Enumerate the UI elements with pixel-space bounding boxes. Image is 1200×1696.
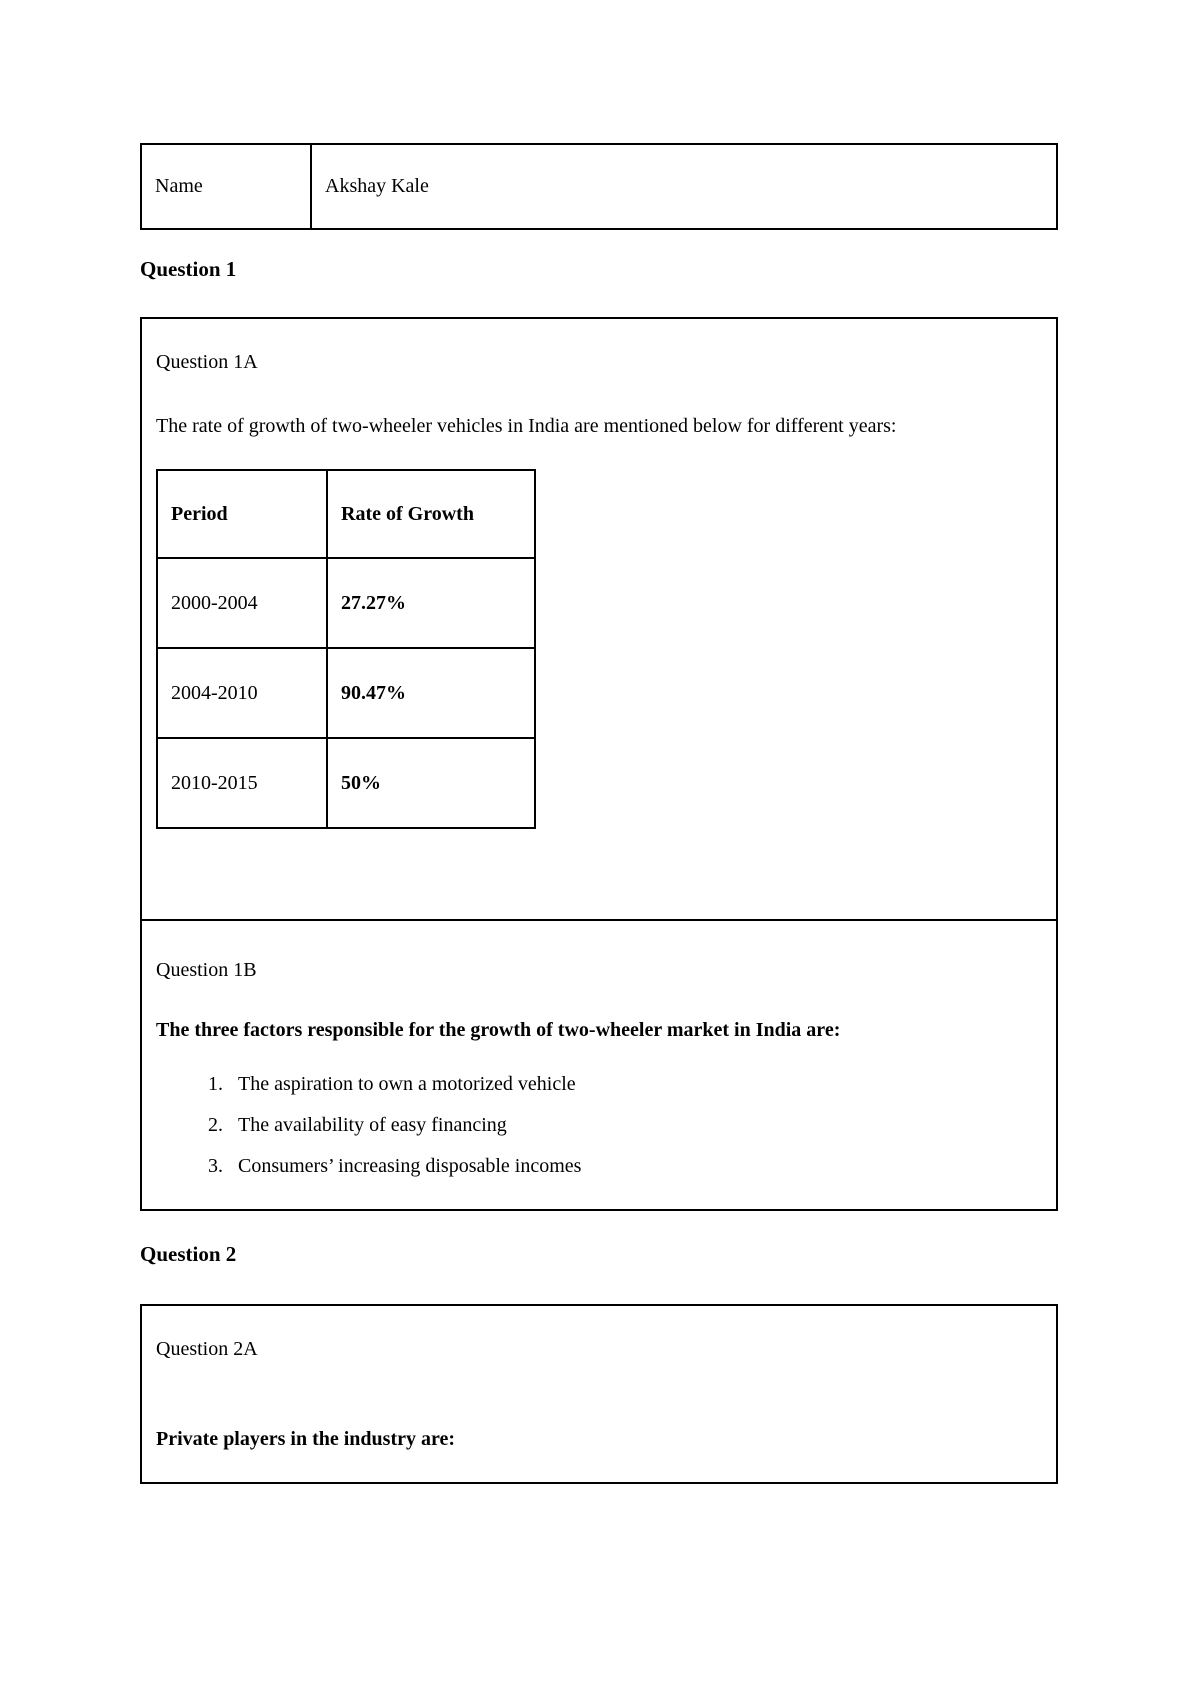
- name-value: Akshay Kale: [311, 144, 1057, 229]
- question-2a-statement: Private players in the industry are:: [156, 1428, 456, 1450]
- table-row: [157, 558, 535, 648]
- table-row: [157, 738, 535, 828]
- growth-table-header-period: Period: [157, 470, 327, 558]
- name-row: [141, 144, 1057, 229]
- table-row: [157, 648, 535, 738]
- document-page: [0, 143, 1200, 1696]
- rate-cell: 90.47%: [327, 648, 535, 738]
- question-1b-title: Question 1B: [156, 959, 257, 981]
- name-label: Name: [141, 144, 311, 229]
- name-table: [140, 143, 1058, 230]
- period-cell: 2004-2010: [157, 648, 327, 738]
- list-item: 1. The aspiration to own a motorized vehicle: [228, 1071, 1042, 1097]
- question-2-box: [140, 1304, 1058, 1484]
- question-1b-statement: The three factors responsible for the growth of two-wheeler market in India are:: [156, 1019, 841, 1041]
- question-1a-title: Question 1A: [156, 351, 258, 373]
- question-1a-intro: The rate of growth of two-wheeler vehicles in India are mentioned below for different years:: [156, 415, 897, 437]
- question-1b-section: [142, 919, 1056, 1209]
- growth-table-header-rate: Rate of Growth: [327, 470, 535, 558]
- growth-table: [156, 469, 536, 829]
- question-2a-title: Question 2A: [156, 1338, 258, 1360]
- factor-list: [156, 1071, 1042, 1179]
- rate-cell: 27.27%: [327, 558, 535, 648]
- question-1-box: [140, 317, 1058, 1211]
- question-1a-section: [142, 319, 1056, 919]
- list-item: 3. Consumers’ increasing disposable incomes: [228, 1153, 1042, 1179]
- question-2-heading: Question 2: [140, 1242, 237, 1266]
- period-cell: 2010-2015: [157, 738, 327, 828]
- rate-cell: 50%: [327, 738, 535, 828]
- list-item: 2. The availability of easy financing: [228, 1112, 1042, 1138]
- question-1-heading: Question 1: [140, 257, 237, 281]
- period-cell: 2000-2004: [157, 558, 327, 648]
- growth-table-header-row: [157, 470, 535, 558]
